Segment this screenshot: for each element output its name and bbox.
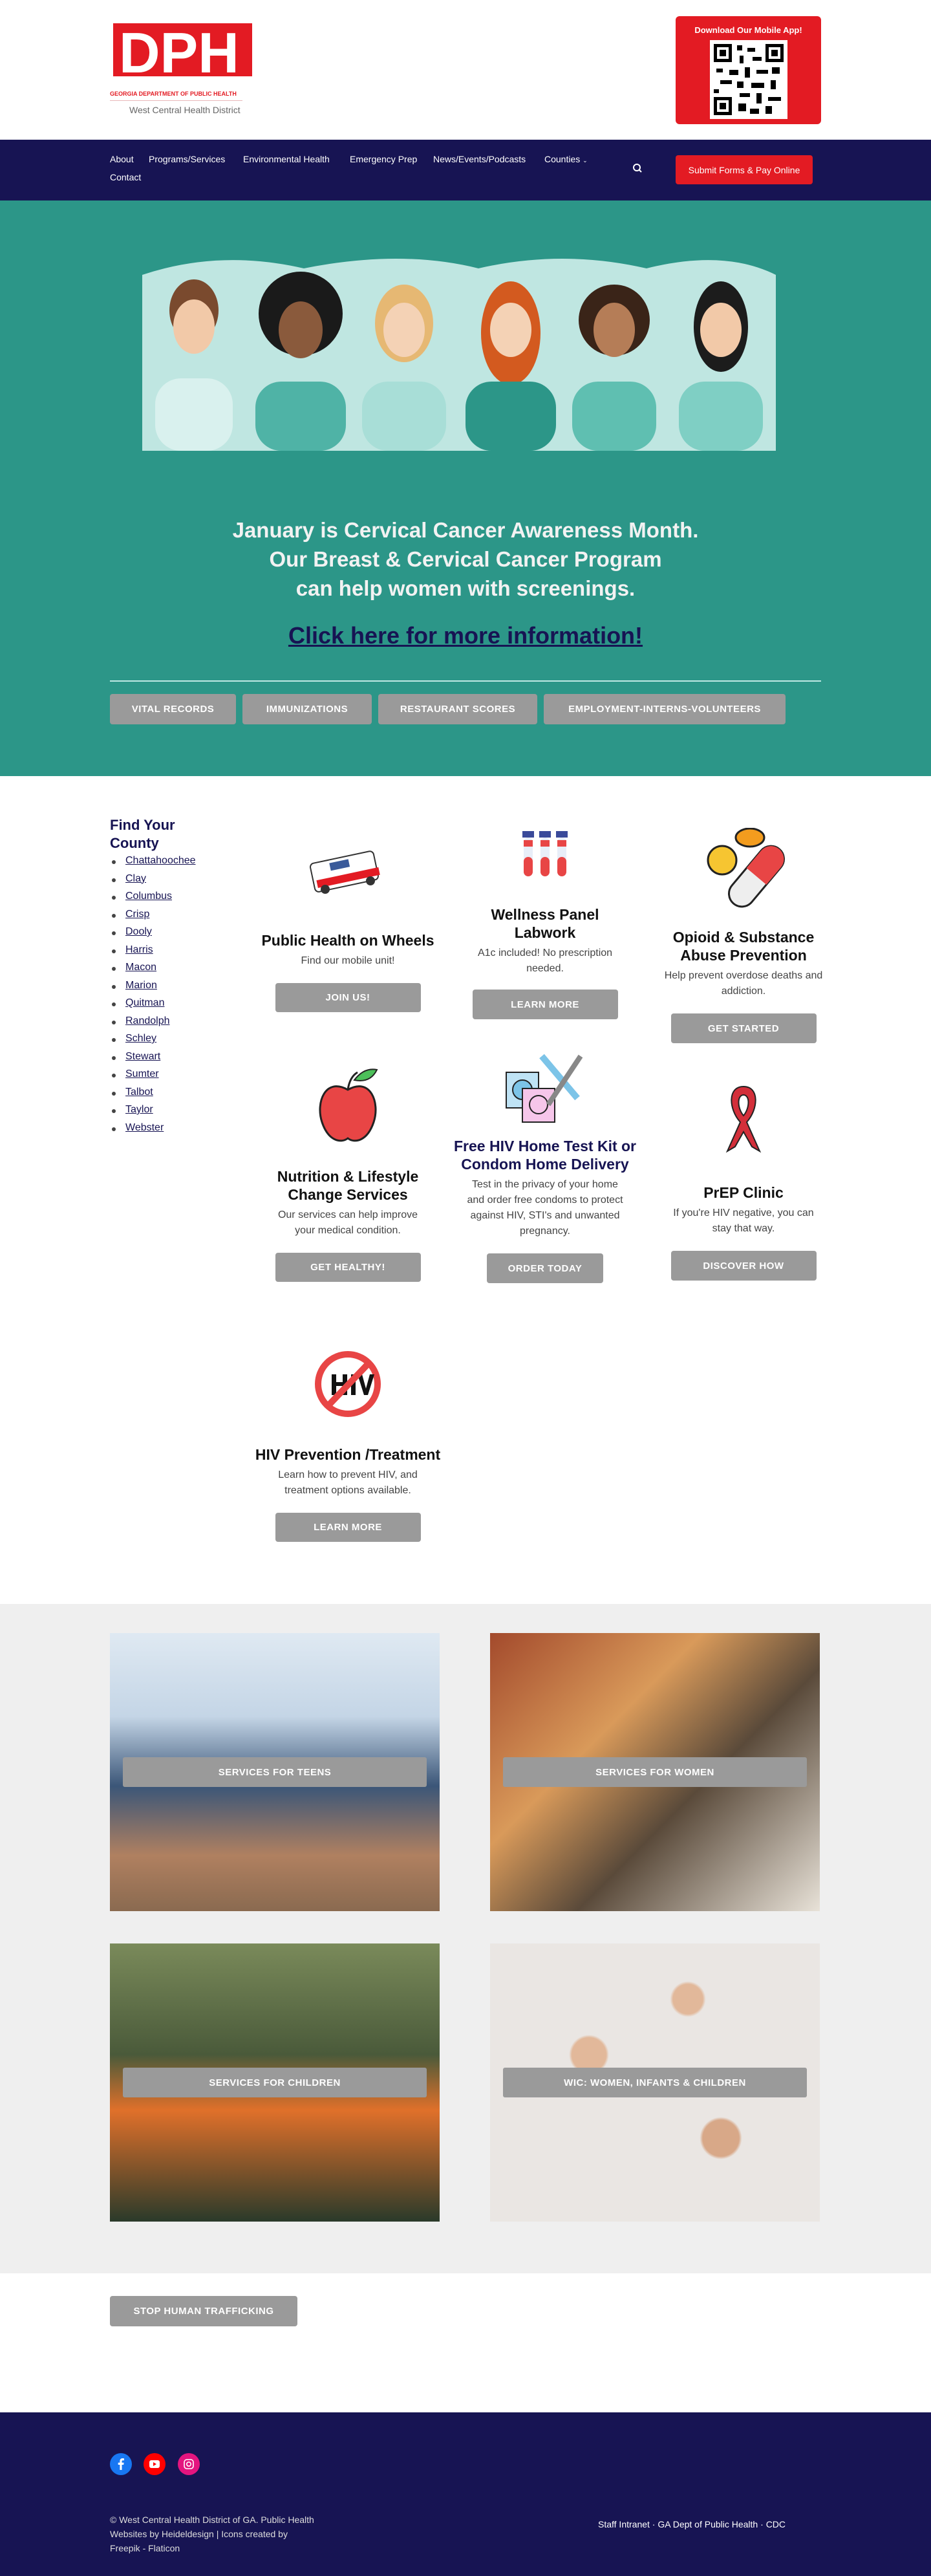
cdc-link[interactable]: CDC (765, 2519, 786, 2529)
list-item (110, 1104, 196, 1122)
instagram-icon[interactable] (178, 2453, 200, 2475)
card-desc: A1c included! No prescription needed. (477, 947, 613, 974)
card-desc: Learn how to prevent HIV, and treatment options available. (278, 1469, 418, 1496)
get-started-button[interactable]: GET STARTED (671, 1013, 817, 1043)
list-item (110, 873, 196, 891)
card-title: HIV Prevention /Treatment (255, 1446, 441, 1463)
restaurant-scores-button[interactable]: RESTAURANT SCORES (378, 694, 537, 724)
service-card-hiv-prevention (251, 1348, 445, 1542)
dph-logo[interactable] (110, 23, 255, 120)
service-card-nutrition (251, 1067, 445, 1282)
audience-section (0, 1604, 931, 2273)
card-desc: Our services can help improve your medical condition. (277, 1209, 418, 1236)
county-heading: Find Your County (110, 817, 175, 851)
county-link[interactable]: Quitman (125, 997, 165, 1008)
service-card-prep (647, 1083, 840, 1281)
test-tubes-icon (519, 831, 571, 883)
youtube-icon[interactable] (144, 2453, 166, 2475)
list-item (110, 1051, 196, 1069)
submit-forms-button[interactable]: Submit Forms & Pay Online (676, 155, 813, 184)
nav-contact[interactable]: Contact (110, 172, 142, 182)
card-title: Opioid & Substance Abuse Prevention (672, 929, 815, 964)
hero-section (0, 200, 931, 776)
learn-more-button[interactable]: LEARN MORE (473, 990, 618, 1019)
site-footer (0, 2412, 931, 2576)
teens-photo[interactable] (110, 1633, 440, 1911)
county-link[interactable]: Randolph (125, 1015, 170, 1026)
discover-how-button[interactable]: DISCOVER HOW (671, 1251, 817, 1281)
mobile-app-qr[interactable] (676, 16, 821, 124)
card-desc: Test in the privacy of your home and order free condoms to protect against HIV, STI's and unwanted pregnancy. (467, 1179, 623, 1237)
ga-dph-link[interactable]: GA Dept of Public Health (658, 2519, 758, 2529)
list-item (110, 1087, 196, 1105)
list-item (110, 980, 196, 998)
immunizations-button[interactable]: IMMUNIZATIONS (242, 694, 372, 724)
services-for-teens-button[interactable]: SERVICES FOR TEENS (123, 1757, 427, 1787)
chevron-down-icon: ⌄ (583, 157, 588, 164)
list-item (110, 1033, 196, 1051)
list-item (110, 891, 196, 909)
nav-about[interactable]: About (110, 154, 134, 164)
county-link[interactable]: Webster (125, 1121, 164, 1133)
nav-news-events-podcasts[interactable]: News/Events/Podcasts (433, 154, 526, 164)
stop-human-trafficking-button[interactable]: STOP HUMAN TRAFFICKING (110, 2296, 297, 2326)
awareness-ribbon-icon (721, 1083, 766, 1154)
county-link[interactable]: Taylor (125, 1104, 153, 1115)
hero-line-1: January is Cervical Cancer Awareness Month. (232, 518, 699, 542)
cervical-awareness-banner (142, 249, 776, 451)
card-title: Wellness Panel Labwork (491, 906, 599, 941)
service-card-hiv-test-kit (448, 1053, 642, 1283)
services-for-women-button[interactable]: SERVICES FOR WOMEN (503, 1757, 807, 1787)
hero-divider (110, 680, 821, 682)
county-link[interactable]: Harris (125, 944, 153, 955)
card-title: Nutrition & Lifestyle Change Services (277, 1168, 419, 1203)
card-title: Public Health on Wheels (261, 932, 434, 949)
nav-environmental-health[interactable]: Environmental Health (243, 154, 330, 164)
card-desc: If you're HIV negative, you can stay that way. (673, 1207, 814, 1234)
nav-counties-label: Counties (544, 154, 581, 164)
logo-text: DPH (119, 23, 239, 76)
children-photo[interactable] (110, 1943, 440, 2222)
services-for-children-button[interactable]: SERVICES FOR CHILDREN (123, 2068, 427, 2097)
service-card-mobile-unit (251, 847, 445, 1012)
county-link[interactable]: Sumter (125, 1068, 159, 1079)
wic-photo[interactable] (490, 1943, 820, 2222)
service-card-wellness-panel (448, 831, 642, 1019)
list-item (110, 1015, 196, 1034)
county-link[interactable]: Stewart (125, 1050, 161, 1062)
main-nav (0, 140, 931, 200)
service-card-opioid (647, 828, 840, 1043)
nav-counties[interactable] (544, 154, 588, 164)
separator: · (649, 2519, 658, 2529)
credit-link[interactable]: Freepik - Flaticon (110, 2543, 180, 2553)
vital-records-button[interactable]: VITAL RECORDS (110, 694, 236, 724)
logo-divider (110, 100, 242, 101)
separator: · (758, 2519, 766, 2529)
county-link[interactable]: Talbot (125, 1086, 153, 1098)
apple-icon (312, 1067, 383, 1145)
order-today-button[interactable]: ORDER TODAY (487, 1253, 603, 1283)
county-link[interactable]: Crisp (125, 908, 150, 920)
card-desc: Find our mobile unit! (301, 955, 395, 966)
county-link[interactable]: Schley (125, 1033, 157, 1044)
learn-more-hiv-button[interactable]: LEARN MORE (275, 1513, 421, 1542)
list-item (110, 926, 196, 944)
search-icon[interactable] (632, 163, 643, 177)
list-item (110, 1122, 196, 1140)
employment-button[interactable]: EMPLOYMENT-INTERNS-VOLUNTEERS (544, 694, 786, 724)
list-item (110, 944, 196, 962)
app-label: Download Our Mobile App! (694, 25, 802, 35)
logo-district: West Central Health District (129, 105, 241, 115)
list-item (110, 962, 196, 980)
credit-line: Websites by Heideldesign | Icons created by (110, 2529, 288, 2539)
list-item (110, 909, 196, 927)
hero-line-3: can help women with screenings. (295, 576, 636, 600)
more-info-link[interactable]: Click here for more information! (288, 622, 643, 649)
logo-subtitle: GEORGIA DEPARTMENT OF PUBLIC HEALTH (110, 91, 237, 97)
staff-intranet-link[interactable]: Staff Intranet (598, 2519, 650, 2529)
nav-emergency-prep[interactable]: Emergency Prep (350, 154, 418, 164)
card-desc: Help prevent overdose deaths and addiction. (664, 970, 823, 997)
list-item (110, 997, 196, 1015)
facebook-icon[interactable] (110, 2453, 132, 2475)
copyright: © West Central Health District of GA. Public Health (110, 2515, 314, 2525)
get-healthy-button[interactable]: GET HEALTHY! (275, 1253, 421, 1282)
county-link[interactable]: Macon (125, 962, 157, 973)
pills-icon (701, 828, 786, 912)
county-list (110, 855, 196, 1140)
misc-section (0, 2273, 931, 2412)
county-link[interactable]: Columbus (125, 891, 173, 902)
card-title: Free HIV Home Test Kit or Condom Home Delivery (453, 1138, 637, 1173)
county-link[interactable]: Chattahoochee (125, 855, 196, 866)
hero-line-2: Our Breast & Cervical Cancer Program (269, 547, 662, 571)
no-hiv-icon (312, 1348, 383, 1420)
site-header (0, 0, 931, 140)
footer-links (598, 2517, 786, 2531)
join-us-button[interactable]: JOIN US! (275, 983, 421, 1012)
nav-programs-services[interactable]: Programs/Services (149, 154, 226, 164)
card-title: PrEP Clinic (703, 1184, 784, 1201)
mobile-unit-van-icon (309, 847, 387, 896)
list-item (110, 855, 196, 873)
services-section (0, 776, 931, 1604)
qr-code-icon (710, 40, 787, 119)
women-photo[interactable] (490, 1633, 820, 1911)
list-item (110, 1068, 196, 1087)
county-link[interactable]: Clay (125, 872, 147, 884)
wic-button[interactable]: WIC: WOMEN, INFANTS & CHILDREN (503, 2068, 807, 2097)
test-kit-condom-icon (503, 1053, 587, 1124)
county-link[interactable]: Marion (125, 979, 157, 991)
county-link[interactable]: Dooly (125, 926, 152, 937)
